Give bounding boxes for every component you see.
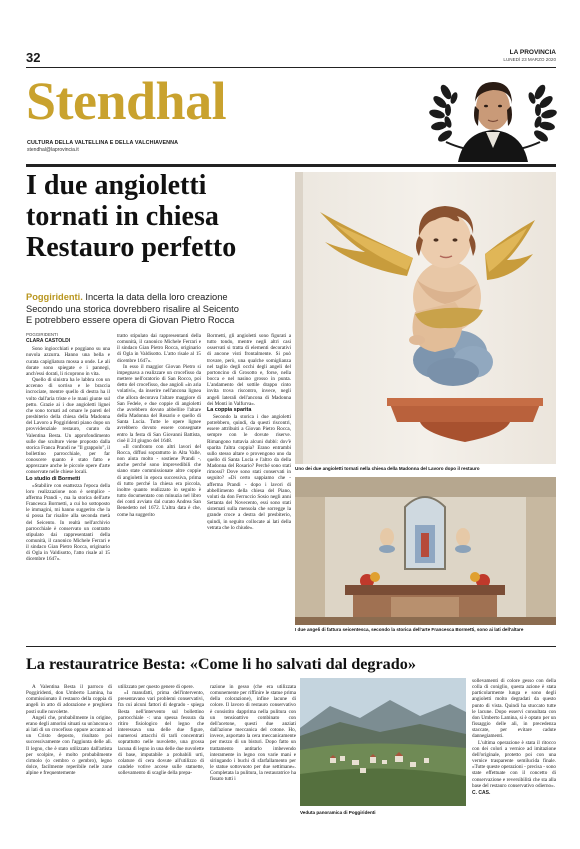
summary-line-3: E potrebbero essere opera di Giovan Pietro Rocca xyxy=(26,315,235,325)
paragraph: razione in gesso (che era utilizzata comunemente per riffinire le statue prima della colorazione), infine lacune di colore. Il lavoro di restauro conservativo è consistito dapprima nella pulitura con un tensioattivo combinato con dell'acetone, questi due anziati dall'azione meccanica del cotone. Ho, invece, asportato la cera meccanicamente per mezzo di un bisturi. Dopo fatto un trattamento antitarlo imbevendo interamente in legno con varie mani e siringando i buchi di sfarfallamento per le statue sottovuoto per due settimane». Completata la pulitura, la restauratrice ha fissato tutti i xyxy=(210,684,296,783)
issue-date: LUNEDÌ 23 MARZO 2020 xyxy=(503,57,556,62)
section-subtitle: CULTURA DELLA VALTELLINA E DELLA VALCHIAVENNA xyxy=(27,140,179,146)
paragraph: Bormetti, gli angioletti sono figurati a tutto tondo, mentre negli altri casi osservati si tratta di elementi decorativi di ancone visti frontalmente. Si può trovare, però, una qualche somiglianza nel taglio degli occhi degli angeli del portoncino di Grosotto e, forse, nella bocca e nel nasino grosso in punta. L'andamento del sottile drappo cinto invita trova riscontro, invece, negli angeli laterali dell'ancona di Madonna dei Monti in Valfurva». xyxy=(207,333,291,407)
section-rule xyxy=(26,164,556,167)
article-column-3 xyxy=(207,333,291,644)
summary-line-1: Incerta la data della loro creazione xyxy=(85,292,228,302)
altar-photo xyxy=(295,477,556,625)
second-article-rule xyxy=(26,646,556,647)
section-title: Stendhal xyxy=(26,71,227,131)
subheading: Lo studio di Bormetti xyxy=(26,475,81,482)
paragraph: Angeli che, probabilmente in origine, erano degli amorini situati su un'ancona o ai lati di un crocefisso oppure accanto ad un Cristo deposto, risultato poi successivamente con l'aggiunta delle ali. Il legno, che è stato utilizzato dall'artista per scolpire, è molto probabilmente cirmolo (o cembro o gembro), legno dolce, facilmente reperibile nelle zone alpine e frequentemente xyxy=(26,714,112,777)
masthead: LA PROVINCIA xyxy=(509,49,556,56)
paragraph: Secondo la storica i due angioletti potrebbero, quindi, da questi riscontri, essere attribuiti a Giovan Pietro Rocca, sempre con le dovute riserve. Rimangono tuttavia alcuni dubbi: dov'è sparita l'altra coppia? Erano entrambi sullo stesso altare o provengono uno da quello di Santa Lucia e l'altro da della Madonna del Rosario? Perché sono stati rimossi? Dove sono stati conservati in seguito? «Di certo sappiamo che - afferma Prandi - dopo i lavori di abbellimento della chiesa del Piano, voluti da don Ferruccio Sosio negli anni Settanta del Novecento, essi sono stati sistemati sulla mensola che sorregge la grande croce a destra del presbiterio, quindi, in seguito collocate ai lati della vetrata che lo chiude». xyxy=(207,413,291,531)
paragraph: A Valentina Besta il parroco di Poggiridenti, don Umberto Lamina, ha commissionato il restauro della coppia di angeli in atto di adorazione e preghiera posti sulle nuvolette. xyxy=(26,684,112,715)
author: CLARA CASTOLDI xyxy=(26,338,71,345)
section-email: stendhal@laprovincia.it xyxy=(27,147,79,153)
headline-line-1: I due angioletti xyxy=(26,170,207,201)
subheading: La coppia sparita xyxy=(207,406,252,413)
paragraph: utilizzato per questo genere di opere. xyxy=(118,684,194,690)
header-rule xyxy=(26,67,556,68)
photo-caption-1: Uno dei due angioletti tornati nella chiesa della Madonna del Lavoro dopo il restauro xyxy=(295,466,480,471)
paragraph: L'ultima operazione è stata il ritocco con dei colori a vernice ad imitazione dell'originale, protetto poi con una vernice trasparente semilucida finale. «Tutte queste operazioni - precisa - sono state effettuate con il concetto di conservazione e reversibilità che sta alla base del restauro conservativo odierno». xyxy=(472,739,556,789)
paragraph: In esso il maggior Giovan Pietro si impegnava a realizzare un crocefisso da mettere nell'oratorio di San Rocco, poi detto del crocefisso, due angioli «in aria volativi», da inserire nell'ancona lignea che allora decorava l'altare maggiore di San Fedele, e due coppie di angioletti che avrebbero dovuto abbellire l'altare della Madonna del Rosario e quello di Santa Lucia. Tutte le opere lignee avrebbero dovuto essere consegnate entro la festa di San Giovanni Battista, cioè il 24 giugno del 1648. xyxy=(117,363,201,444)
kicker: Poggiridenti. xyxy=(26,292,83,302)
paragraph: tratto stipulato dai rappresentanti della comunità, il canonico Michele Ferrari e il sindaco Gian Pietro Rocca, originario di Ogla in Valdisotto. L'atto risale al 15 dicembre 1647». xyxy=(117,333,201,364)
panorama-photo xyxy=(300,678,466,806)
summary-line-2: Secondo una storica dovrebbero risalire al Seicento xyxy=(26,303,239,314)
paragraph: Sono ingiocchiati e poggiano su una nuvola azzurra. Hanno una bella e curata capigliatura mossa a onde. Le ali dorate sono spiegate e i pannegi, anch'essi dorati, li ricoprono in vita. xyxy=(26,346,110,377)
photo-caption-3: Veduta panoramica di Poggiridenti xyxy=(300,810,376,815)
page-number: 32 xyxy=(26,50,41,65)
photo-caption-2: I due angeli di fattura seicentesca, secondo la storica dell'arte Francesca Bormetti, sono ai lati dell'altare xyxy=(295,627,524,632)
second-headline: La restauratrice Besta: «Come li ho salvati dal degrado» xyxy=(26,655,416,673)
place-tag: POGGIRIDENTI xyxy=(26,332,58,337)
article-column-1 xyxy=(26,332,110,644)
paragraph: «Stabilire con esattezza l'epoca della loro realizzazione non è semplice - afferma Prandi -, ma la storica dell'arte Francesca Bormetti, a cui ho sottoposto le immagini, mi hanno suggerito che la si possa far risalire alla seconda metà del Seicento. In realtà nell'archivio parrocchiale è conservato un contratto stipulato dai rappresentanti della comunità, il canonico Michele Ferrari e il sindaco Gian Pietro Rocca, originario di Ogla in Valdisotto, l'atto risale al 15 dicembre 1647». xyxy=(26,482,110,563)
stendhal-portrait xyxy=(428,70,558,162)
second-column-2 xyxy=(118,684,204,824)
second-column-4 xyxy=(472,678,556,836)
signature: C. CAS. xyxy=(472,789,491,796)
headline xyxy=(26,170,291,263)
headline-line-3: Restauro perfetto xyxy=(26,232,237,263)
paragraph: «Il confronto con altri lavori del Rocca, diffusi soprattutto in Alta Valle, non aiuta molto - sostiene Prandi -, anche perché sono imprevedibili che siano state commissionate altre coppie di angioletti in epoca successiva, prima di tutto perché la chiesa era piccola, inoltre quanto realizzato in seguito è tutto documentato con minuzia nel libro dei conti avviato dal curato Andrea San Benedetto nel 1672. L'altra data è che, come ha suggerito xyxy=(117,443,201,518)
article-summary xyxy=(26,292,288,327)
paragraph: Quello di sinistra ha le labbra con un accenno di sorriso e le braccia incrociate, mentre quello di destra ha il volto dall'aria triste e le mani giunte sul petto. Grazie ai i due angioletti lignei che sono tornati ad ornare le pareti del presbiterio della chiesa della Madonna del Lavoro a Poggiridenti piano dopo un provvidenziale restauro, curato da Valentina Besta. Un approfondimento sulle due sculture viene proposto dalla storica Franca Prandi ne "Il grappolo", il bollettino parrocchiale, per far conoscere quanto è stato fatto e apprezzare anche le piccole opere d'arte conservate nelle chiese locali. xyxy=(26,377,110,476)
paragraph: sollevamenti di colore gesso con della colla di coniglio, questa azione è stata particolarmente lunga e sono degli angioletti molto degradati da questo punto di vista. Quindi ha stuccato tutte le lacune. Dopo esservi consultata con don Umberto Lamina, si è optato per un fissaggio delle ali, in precedenza staccate, per evitare cadute dannegiamenti. xyxy=(472,678,556,740)
headline-line-2: tornati in chiesa xyxy=(26,201,219,232)
paragraph: «I manufatti, prima dell'intervento, presentavano vari problemi conservativi, fra cui alcuni fattori di degrado - spiega Besta nell'intervento sul bollettino parrocchiale -: una spessa fessura da ritiro fisiologico del legno che interessava una delle due figure, numerosi attacchi di tarli concentrati soprattutto nelle nuvolette, una grossa lacuna di legno in una delle due nuvolette di base, imputabile a probabili urti, colature di cera dovute all'utilizzo di candele votive accese sulle statuette, sollevamento di scaglie della prepa- xyxy=(118,690,204,777)
angel-photo xyxy=(295,172,556,464)
second-column-1 xyxy=(26,684,112,824)
second-column-3 xyxy=(210,684,296,824)
article-column-2 xyxy=(117,333,201,644)
